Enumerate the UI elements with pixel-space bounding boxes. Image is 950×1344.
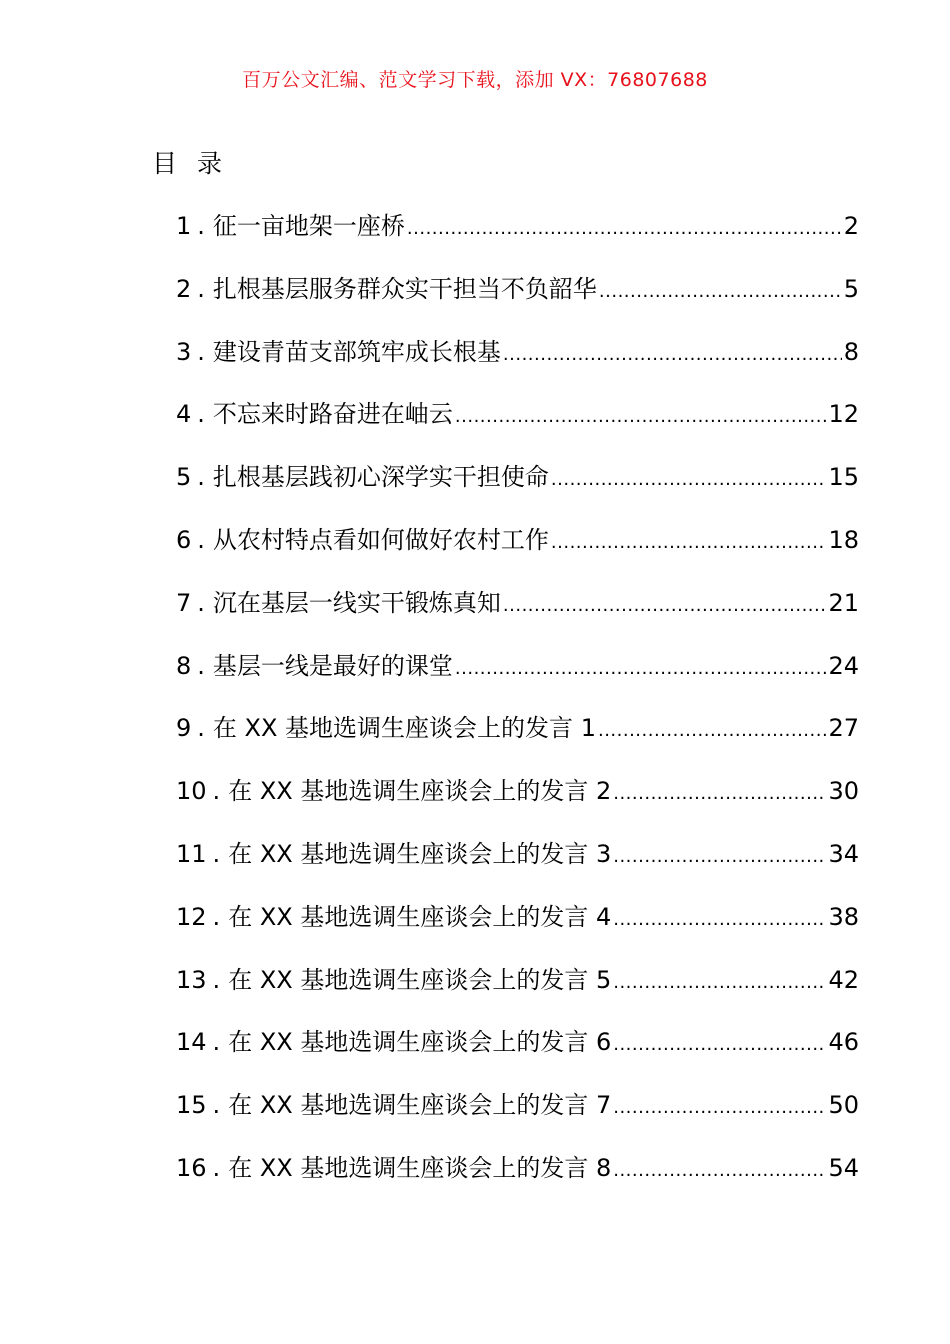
toc-dot-leader bbox=[613, 1023, 826, 1067]
toc-dot-leader bbox=[503, 333, 842, 377]
toc-entry-separator: . bbox=[197, 337, 205, 366]
toc-entry[interactable] bbox=[176, 1020, 859, 1083]
toc-title: 目 录 bbox=[152, 149, 228, 178]
toc-entry-title: 征一亩地架一座桥 bbox=[212, 212, 405, 240]
toc-dot-leader bbox=[407, 207, 842, 251]
toc-dot-leader bbox=[613, 961, 826, 1005]
toc-entry-page: 24 bbox=[828, 651, 859, 680]
toc-entry-separator: . bbox=[212, 1028, 221, 1057]
toc-entry-title: 沉在基层一线实干锻炼真知 bbox=[212, 588, 501, 617]
toc-entry-page: 2 bbox=[843, 212, 859, 240]
toc-entry-number: 4 bbox=[176, 400, 192, 429]
toc-dot-leader bbox=[503, 584, 827, 628]
toc-entry[interactable] bbox=[176, 1083, 859, 1146]
toc-entry-separator: . bbox=[197, 400, 205, 429]
toc-dot-leader bbox=[599, 270, 842, 314]
toc-entry-number: 9 bbox=[176, 714, 192, 743]
toc-entry[interactable] bbox=[176, 392, 859, 455]
toc-entry-title: 扎根基层践初心深学实干担使命 bbox=[212, 463, 549, 492]
toc-entry-title: 建设青苗支部筑牢成长根基 bbox=[212, 337, 501, 366]
toc-entry-title: 基层一线是最好的课堂 bbox=[212, 651, 453, 680]
toc-list bbox=[176, 204, 859, 1209]
toc-dot-leader bbox=[551, 458, 827, 502]
toc-entry-page: 42 bbox=[828, 965, 859, 994]
toc-entry-separator: . bbox=[197, 274, 205, 303]
toc-entry[interactable] bbox=[176, 518, 859, 581]
toc-dot-leader bbox=[613, 898, 826, 942]
toc-entry-separator: . bbox=[212, 839, 221, 868]
toc-entry-page: 50 bbox=[828, 1091, 859, 1120]
toc-entry[interactable] bbox=[176, 895, 859, 958]
toc-entry-title: 在 XX 基地选调生座谈会上的发言 6 bbox=[228, 1028, 612, 1057]
toc-entry-title: 在 XX 基地选调生座谈会上的发言 2 bbox=[228, 777, 612, 806]
toc-dot-leader bbox=[613, 1086, 826, 1130]
toc-entry-separator: . bbox=[212, 777, 221, 806]
toc-entry-page: 34 bbox=[828, 839, 859, 868]
toc-entry-title: 在 XX 基地选调生座谈会上的发言 4 bbox=[228, 902, 612, 931]
toc-entry-number: 1 bbox=[176, 212, 192, 240]
toc-entry-number: 11 bbox=[176, 839, 207, 868]
toc-entry-page: 5 bbox=[843, 274, 859, 303]
toc-dot-leader bbox=[455, 647, 827, 691]
toc-entry[interactable] bbox=[176, 832, 859, 895]
toc-entry-separator: . bbox=[197, 714, 205, 743]
toc-entry-number: 7 bbox=[176, 588, 192, 617]
toc-entry-number: 2 bbox=[176, 274, 192, 303]
toc-entry[interactable] bbox=[176, 204, 859, 267]
toc-entry-page: 30 bbox=[828, 777, 859, 806]
toc-entry-page: 38 bbox=[828, 902, 859, 931]
toc-entry[interactable] bbox=[176, 330, 859, 393]
toc-dot-leader bbox=[613, 835, 826, 879]
toc-entry-title: 在 XX 基地选调生座谈会上的发言 5 bbox=[228, 965, 612, 994]
toc-entry-page: 27 bbox=[828, 714, 859, 743]
toc-entry-number: 3 bbox=[176, 337, 192, 366]
toc-dot-leader bbox=[613, 772, 826, 816]
toc-entry-separator: . bbox=[212, 1091, 221, 1120]
toc-entry-number: 12 bbox=[176, 902, 207, 931]
toc-entry-title: 不忘来时路奋进在岫云 bbox=[212, 400, 453, 429]
toc-entry-number: 5 bbox=[176, 463, 192, 492]
toc-entry-number: 13 bbox=[176, 965, 207, 994]
toc-entry-separator: . bbox=[197, 463, 205, 492]
toc-entry-number: 10 bbox=[176, 777, 207, 806]
toc-entry[interactable] bbox=[176, 958, 859, 1021]
toc-entry-title: 在 XX 基地选调生座谈会上的发言 7 bbox=[228, 1091, 612, 1120]
toc-entry[interactable] bbox=[176, 1146, 859, 1209]
toc-entry-page: 54 bbox=[828, 1153, 859, 1182]
toc-entry[interactable] bbox=[176, 455, 859, 518]
toc-dot-leader bbox=[551, 521, 827, 565]
toc-dot-leader bbox=[455, 395, 827, 439]
toc-entry-page: 8 bbox=[843, 337, 859, 366]
toc-entry-number: 14 bbox=[176, 1028, 207, 1057]
toc-entry-separator: . bbox=[197, 212, 205, 240]
toc-entry[interactable] bbox=[176, 644, 859, 707]
toc-entry-number: 8 bbox=[176, 651, 192, 680]
toc-entry-page: 15 bbox=[828, 463, 859, 492]
toc-entry-separator: . bbox=[197, 588, 205, 617]
toc-dot-leader bbox=[613, 1149, 826, 1193]
header-banner: 百万公文汇编、范文学习下载，添加 VX：76807688 bbox=[242, 69, 708, 91]
toc-entry[interactable] bbox=[176, 769, 859, 832]
toc-entry-number: 16 bbox=[176, 1153, 207, 1182]
toc-dot-leader bbox=[598, 709, 826, 753]
toc-entry-number: 15 bbox=[176, 1091, 207, 1120]
toc-entry-title: 在 XX 基地选调生座谈会上的发言 1 bbox=[212, 714, 596, 743]
toc-entry-page: 46 bbox=[828, 1028, 859, 1057]
toc-entry-title: 在 XX 基地选调生座谈会上的发言 8 bbox=[228, 1153, 612, 1182]
toc-entry-separator: . bbox=[212, 902, 221, 931]
toc-entry[interactable] bbox=[176, 581, 859, 644]
toc-entry-title: 从农村特点看如何做好农村工作 bbox=[212, 525, 549, 554]
toc-entry-page: 18 bbox=[828, 525, 859, 554]
toc-entry-page: 12 bbox=[828, 400, 859, 429]
toc-entry-separator: . bbox=[197, 651, 205, 680]
toc-entry-title: 在 XX 基地选调生座谈会上的发言 3 bbox=[228, 839, 612, 868]
toc-entry-number: 6 bbox=[176, 525, 192, 554]
toc-entry-title: 扎根基层服务群众实干担当不负韶华 bbox=[212, 274, 597, 303]
toc-entry-separator: . bbox=[212, 965, 221, 994]
toc-entry[interactable] bbox=[176, 706, 859, 769]
toc-entry-separator: . bbox=[212, 1153, 221, 1182]
toc-entry[interactable] bbox=[176, 267, 859, 330]
toc-entry-separator: . bbox=[197, 525, 205, 554]
toc-entry-page: 21 bbox=[828, 588, 859, 617]
